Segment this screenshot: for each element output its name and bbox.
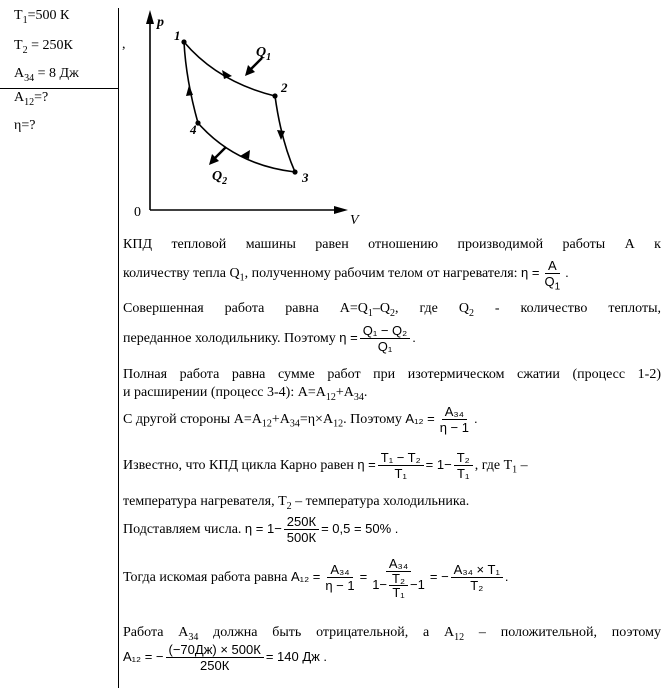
q2-label: $Q_2$ xyxy=(212,169,228,187)
find-a12: $A_{12}=$? xyxy=(14,90,49,108)
solution-p1-line2: количеству тепла $Q_1$, полученному рабочим телом от нагревателя: η = $\frac{A}{Q_1}$ . xyxy=(123,258,569,293)
p-axis-arrow xyxy=(146,10,154,24)
solution-p8-line2: A₁₂ = − $\frac{(-70Дж) \times 500К}{250К}$ = 140 Дж . xyxy=(123,642,328,673)
point-3 xyxy=(292,169,297,174)
solution-p7: Тогда искомая работа равна A₁₂ = $\frac{\text{A₃₄}}{\eta - 1}$ = A₃₄ 1− $\frac{\text{T₂}}{\text{T₁}}$ −1 = − $\frac{\text{A₃₄ × T₁}}{\text{T₂}}$ . xyxy=(123,556,509,600)
pv-diagram xyxy=(118,0,378,232)
curve-2-3 xyxy=(275,96,295,172)
solution-p8-line1: Работа $A_{34}$ должна быть отрицательной, а $A_{12}$ – положительной, поэтому xyxy=(123,625,662,643)
v-axis-label: V xyxy=(350,213,359,228)
arrow-4-1 xyxy=(186,85,193,96)
solution-p3-line1: Полная работа равна сумме работ при изотермическом сжатии (процесс 1-2) xyxy=(123,367,661,382)
point-2 xyxy=(272,93,277,98)
q1-label: $Q_1$ xyxy=(256,45,272,63)
point-1 xyxy=(181,39,186,44)
solution-p3-line2: и расширении (процесс 3-4): $A=A_{12}+A_{34}$. xyxy=(123,385,368,403)
given-t1: $T_1=500$ К xyxy=(14,8,70,26)
solution-p5-line1: Известно, что КПД цикла Карно равен η = $\frac{\text{T₁ − T₂}}{\text{T₁}}$ = 1− $\frac{\text{T₂}}{\text{T₁}}$ , где $T_1$ – xyxy=(123,450,528,481)
solution-p2-line2: переданное холодильнику. Поэтому η = $\frac{\text{Q₁ − Q₂}}{\text{Q₁}}$ . xyxy=(123,323,416,354)
tick-mark: , xyxy=(122,37,126,52)
given-t2: $T_2 = 250К$ xyxy=(14,38,73,56)
solution-p4: С другой стороны $A=A_{12}+A_{34}=\eta\times A_{12}$. Поэтому A₁₂ = $\frac{\text{A₃₄}}{\eta - 1}$ . xyxy=(123,404,478,435)
find-eta: η=? xyxy=(14,118,36,133)
solution-p1-line1: КПД тепловой машины равен отношению производимой работы А к xyxy=(123,237,661,252)
arrow-3-4 xyxy=(240,150,250,159)
curve-3-4 xyxy=(198,123,295,172)
point-1-label: 1 xyxy=(174,28,181,43)
given-divider xyxy=(0,88,118,89)
p-axis-label: p xyxy=(157,15,164,30)
solution-p5-line2: температура нагревателя, $T_2$ – температура холодильника. xyxy=(123,494,470,512)
arrow-1-2 xyxy=(222,70,232,79)
point-4-label: 4 xyxy=(190,122,197,137)
origin-label: 0 xyxy=(134,205,141,220)
solution-p2-line1: Совершенная работа равна $A=Q_1-Q_2$, где $Q_2$ - количество теплоты, xyxy=(123,301,661,319)
v-axis-arrow xyxy=(334,206,348,214)
given-a34: $A_{34} = 8$ Дж xyxy=(14,66,79,84)
solution-p6: Подставляем числа. η = 1− $\frac{250К}{500К}$ = 0,5 = 50% . xyxy=(123,514,399,545)
point-3-label: 3 xyxy=(302,170,309,185)
point-2-label: 2 xyxy=(281,80,288,95)
